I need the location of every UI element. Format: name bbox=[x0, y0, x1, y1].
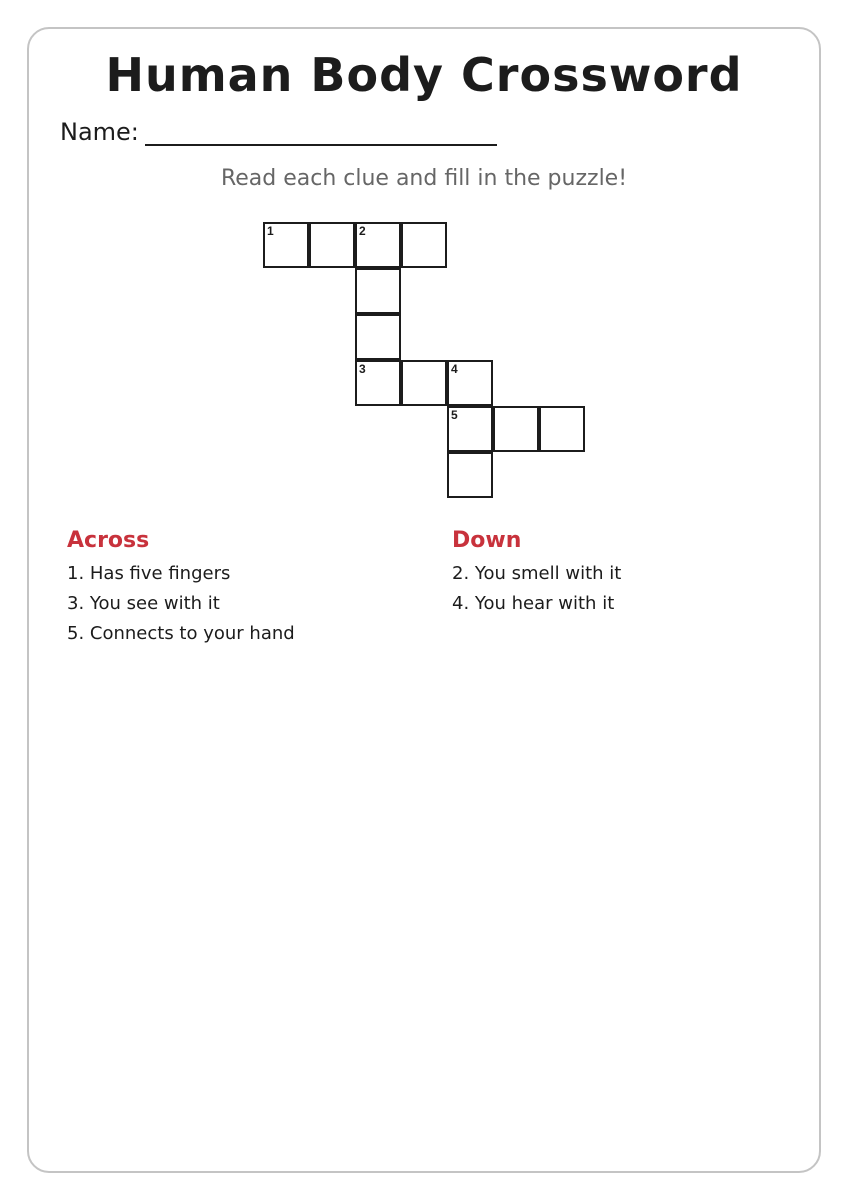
across-clue: 5. Connects to your hand bbox=[67, 623, 295, 644]
grid-cell-2-down-2[interactable] bbox=[355, 268, 401, 314]
down-clue: 2. You smell with it bbox=[452, 563, 622, 584]
grid-cell-1-across-1[interactable] bbox=[263, 222, 309, 268]
clue-number: 3 bbox=[359, 362, 366, 376]
grid-cell-3-across-2[interactable] bbox=[401, 360, 447, 406]
grid-cell-1-across-3[interactable] bbox=[355, 222, 401, 268]
across-clue: 3. You see with it bbox=[67, 593, 220, 614]
worksheet-title: Human Body Crossword bbox=[105, 48, 743, 102]
across-clues bbox=[67, 528, 295, 649]
grid-cell-3-across-3[interactable] bbox=[447, 360, 493, 406]
crossword-grid bbox=[0, 0, 848, 520]
grid-cell-1-across-4[interactable] bbox=[401, 222, 447, 268]
clue-number: 5 bbox=[451, 408, 458, 422]
instructions-text: Read each clue and fill in the puzzle! bbox=[220, 166, 628, 191]
clue-number: 2 bbox=[359, 224, 366, 238]
clue-number: 1 bbox=[267, 224, 274, 238]
name-label: Name: bbox=[60, 118, 139, 146]
down-heading: Down bbox=[452, 528, 522, 553]
grid-cell-1-across-2[interactable] bbox=[309, 222, 355, 268]
clue-number: 4 bbox=[451, 362, 458, 376]
grid-cell-2-down-3[interactable] bbox=[355, 314, 401, 360]
grid-cell-3-across-1[interactable] bbox=[355, 360, 401, 406]
grid-cell-5-across-1[interactable] bbox=[447, 406, 493, 452]
grid-cell-5-across-2[interactable] bbox=[493, 406, 539, 452]
grid-cell-5-across-3[interactable] bbox=[539, 406, 585, 452]
across-clue: 1. Has five fingers bbox=[67, 563, 231, 584]
grid-cell-4-down-3[interactable] bbox=[447, 452, 493, 498]
down-clue: 4. You hear with it bbox=[452, 593, 615, 614]
down-clues bbox=[452, 528, 621, 619]
across-heading: Across bbox=[67, 528, 150, 553]
